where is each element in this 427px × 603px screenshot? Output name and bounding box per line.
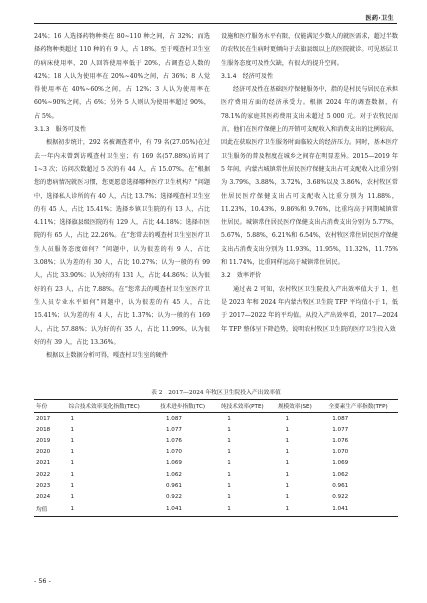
value-cell: 1 <box>227 460 231 467</box>
value-cell: 1 <box>285 471 290 478</box>
section-heading: 3.2 效率评价 <box>221 272 262 280</box>
value-cell: 0.922 <box>165 493 182 500</box>
year-cell: 2020 <box>36 449 51 456</box>
table-row <box>34 435 398 446</box>
section-heading: 3.1.3 服务可及性 <box>34 126 87 134</box>
value-cell: 1 <box>227 482 231 489</box>
value-cell: 1 <box>227 471 231 478</box>
value-cell: 1 <box>227 493 231 500</box>
running-head: 医药·卫生 <box>365 15 394 22</box>
value-cell: 1 <box>285 493 290 500</box>
value-cell: 1.070 <box>332 449 349 456</box>
table-header-row <box>34 400 398 413</box>
paragraph: 根据以上数据分析可得，嘎查村卫生室的硬件 <box>46 352 168 360</box>
value-cell: 1 <box>70 482 75 489</box>
value-cell: 1.076 <box>332 437 349 444</box>
header-cell: 全要素生产率指数(TFP) <box>318 400 398 413</box>
table-row <box>34 413 398 425</box>
value-cell: 1 <box>227 449 231 456</box>
table-row <box>34 458 398 469</box>
value-cell: 1.087 <box>332 415 349 422</box>
value-cell: 1.069 <box>165 460 182 467</box>
value-cell: 1 <box>285 437 290 444</box>
year-cell: 均值 <box>34 503 57 517</box>
value-cell: 1.041 <box>318 503 398 517</box>
value-cell: 1.070 <box>165 449 182 456</box>
header-cell: 技术进步指数(TC) <box>152 400 213 413</box>
value-cell: 1 <box>57 503 152 517</box>
value-cell: 1 <box>271 503 318 517</box>
value-cell: 1.062 <box>332 471 349 478</box>
right-column <box>221 30 398 336</box>
table-caption: 表 2 2017—2024 年牧区卫生院投入产出效率值 <box>151 390 281 396</box>
value-cell: 1 <box>227 426 231 433</box>
value-cell: 1 <box>285 415 290 422</box>
value-cell: 1.077 <box>332 426 349 433</box>
value-cell: 1 <box>227 415 231 422</box>
year-cell: 2023 <box>36 482 51 489</box>
year-cell: 2018 <box>36 426 51 433</box>
page-number: - 56 - <box>34 577 51 585</box>
value-cell: 1 <box>285 449 290 456</box>
year-cell: 2017 <box>36 415 51 422</box>
left-column <box>34 30 210 362</box>
year-cell: 2022 <box>36 471 51 478</box>
value-cell: 1 <box>70 426 75 433</box>
value-cell: 1.077 <box>165 426 182 433</box>
value-cell: 1 <box>285 426 290 433</box>
value-cell: 1 <box>213 503 271 517</box>
value-cell: 1 <box>70 493 75 500</box>
value-cell: 1 <box>70 437 75 444</box>
header-cell: 综合技术效率变化指数(TEC) <box>57 400 152 413</box>
value-cell: 0.922 <box>332 493 349 500</box>
section-heading: 3.1.4 经济可及性 <box>221 72 274 80</box>
value-cell: 1 <box>70 415 75 422</box>
header-cell: 纯技术效率(PTE) <box>213 400 271 413</box>
efficiency-table <box>34 399 398 517</box>
paragraph: 经济可及性在基础医疗保健服务中，指的是村民与居民在承担医疗费用方面的经济承受力。根据 2024 年的调查数据，有 78.1%的家庭其医药费用支出未超过 5 000 元。对于农牧民而言，他们在医疗保健上的开销可支配收入和消费支出的比例较高，因此在获取医疗卫生服务时面临较大的经济压力。同时，基本医疗卫生服务的普及程度在城乡之间存在明显差异。2015—2019 年 5 年间，内蒙古城镇常住居民医疗保健支出占可支配收入比重分别为 3.79%，3.88%，3.72%，3.68%以及 3.86%，农村牧区常住居民医疗保健支出占可支配收入比重分别为 11.88%，11.23%，10.43%，9.86%和 9.76%，比重均高于同期城镇常住居民。城镇常住居民医疗保健支出占消费支出分别为 5.77%，5.67%，5.88%，6.21%和 6.54%，农村牧区常住居民医疗保健支出占消费支出分别为 11.93%，11.95%，11.32%，11.75%和 11.74%，比重同样远高于城镇常住居民。 <box>221 86 398 267</box>
value-cell: 0.961 <box>165 482 182 489</box>
header-cell: 年份 <box>34 400 57 413</box>
paragraph: 通过表 2 可知，农村牧区卫生院投入产出效率值大于 1，但是 2023 年和 2024 年内蒙古牧区卫生院 TFP 平均值小于 1，低于 2017—2022 年的平均值。从投入产出效率看，2017—2024 年 TFP 整体呈下降趋势，说明农村牧区卫生院的医疗卫生投入效 <box>221 285 398 333</box>
value-cell: 1.069 <box>332 460 349 467</box>
value-cell: 1.041 <box>152 503 213 517</box>
value-cell: 1 <box>227 437 231 444</box>
value-cell: 1 <box>285 460 290 467</box>
paragraph: 设施和医疗服务水平有限，仅能满足少数人的就医需求，超过半数的农牧民在生病时更倾向于去旗县级以上的医院就诊。可见基层卫生服务态度可及性欠缺，有很大的提升空间。 <box>221 33 398 67</box>
paragraph: 根据初步统计，292 名被调查者中，有 79 名(27.05%)在过去一年内未曾到访嘎查村卫生室；有 169 名(57.88%)访问了 1~3 次；访问次数超过 5 次的有 44 人，占 15.07%。在“根据您的患病情况就医习惯，您更愿意选择哪种医疗卫生机构？”问题中，选择私人诊所的有 40 人，占比 13.7%；选择嘎查村卫生室的有 45 人，占比 15.41%；选择乡镇卫生院的有 13 人，占比 4.11%；选择旗县级医院的有 129 人，占比 44.18%；选择市医院的有 65 人，占比 22.26%。在“您常去的嘎查村卫生室医疗卫生人员服务态度如何？”问题中，认为很差的有 9 人，占比 3.08%；认为差的有 30 人，占比 10.27%；认为一般的有 99 人，占比 33.90%；认为好的有 131 人，占比 44.86%；认为很好的有 23 人，占比 7.88%。在“您常去的嘎查村卫生室医疗卫生人员专业水平如何”问题中，认为很差的有 45 人，占比 15.41%；认为差的有 4 人，占比 1.37%；认为一般的有 169 人，占比 57.88%；认为好的有 35 人，占比 11.99%，认为很好的有 39 人，占比 13.36%。 <box>34 139 210 346</box>
value-cell: 1 <box>70 460 75 467</box>
table-row <box>34 424 398 435</box>
table-row <box>34 503 398 517</box>
year-cell: 2019 <box>36 437 51 444</box>
table-row <box>34 480 398 491</box>
table-row <box>34 469 398 480</box>
year-cell: 2024 <box>36 493 51 500</box>
paragraph: 24%；16 人选择药物种类在 80~110 种之间，占 32%；而选择药物种类超过 110 种的有 9 人，占 18%。至于嘎查村卫生室的病床使用率，20 人回答使用率低于 20%，占调查总人数的 42%；18 人认为使用率在 20%~40%之间，占 36%；8 人觉得使用率在 40%~60%之间，占 12%；3 人认为使用率在 60%~90%之间，占 6%；另外 5 人则认为使用率超过 90%，占 5%。 <box>34 33 210 120</box>
value-cell: 1.062 <box>165 471 182 478</box>
efficiency-table-block <box>34 387 398 517</box>
value-cell: 1 <box>285 482 290 489</box>
value-cell: 1.087 <box>165 415 182 422</box>
table-row <box>34 491 398 502</box>
value-cell: 1 <box>70 449 75 456</box>
header-rule <box>34 23 397 24</box>
value-cell: 1 <box>70 471 75 478</box>
header-cell: 规模效率(SE) <box>271 400 318 413</box>
value-cell: 1.076 <box>165 437 182 444</box>
table-row <box>34 447 398 458</box>
year-cell: 2021 <box>36 460 51 467</box>
value-cell: 0.961 <box>332 482 349 489</box>
